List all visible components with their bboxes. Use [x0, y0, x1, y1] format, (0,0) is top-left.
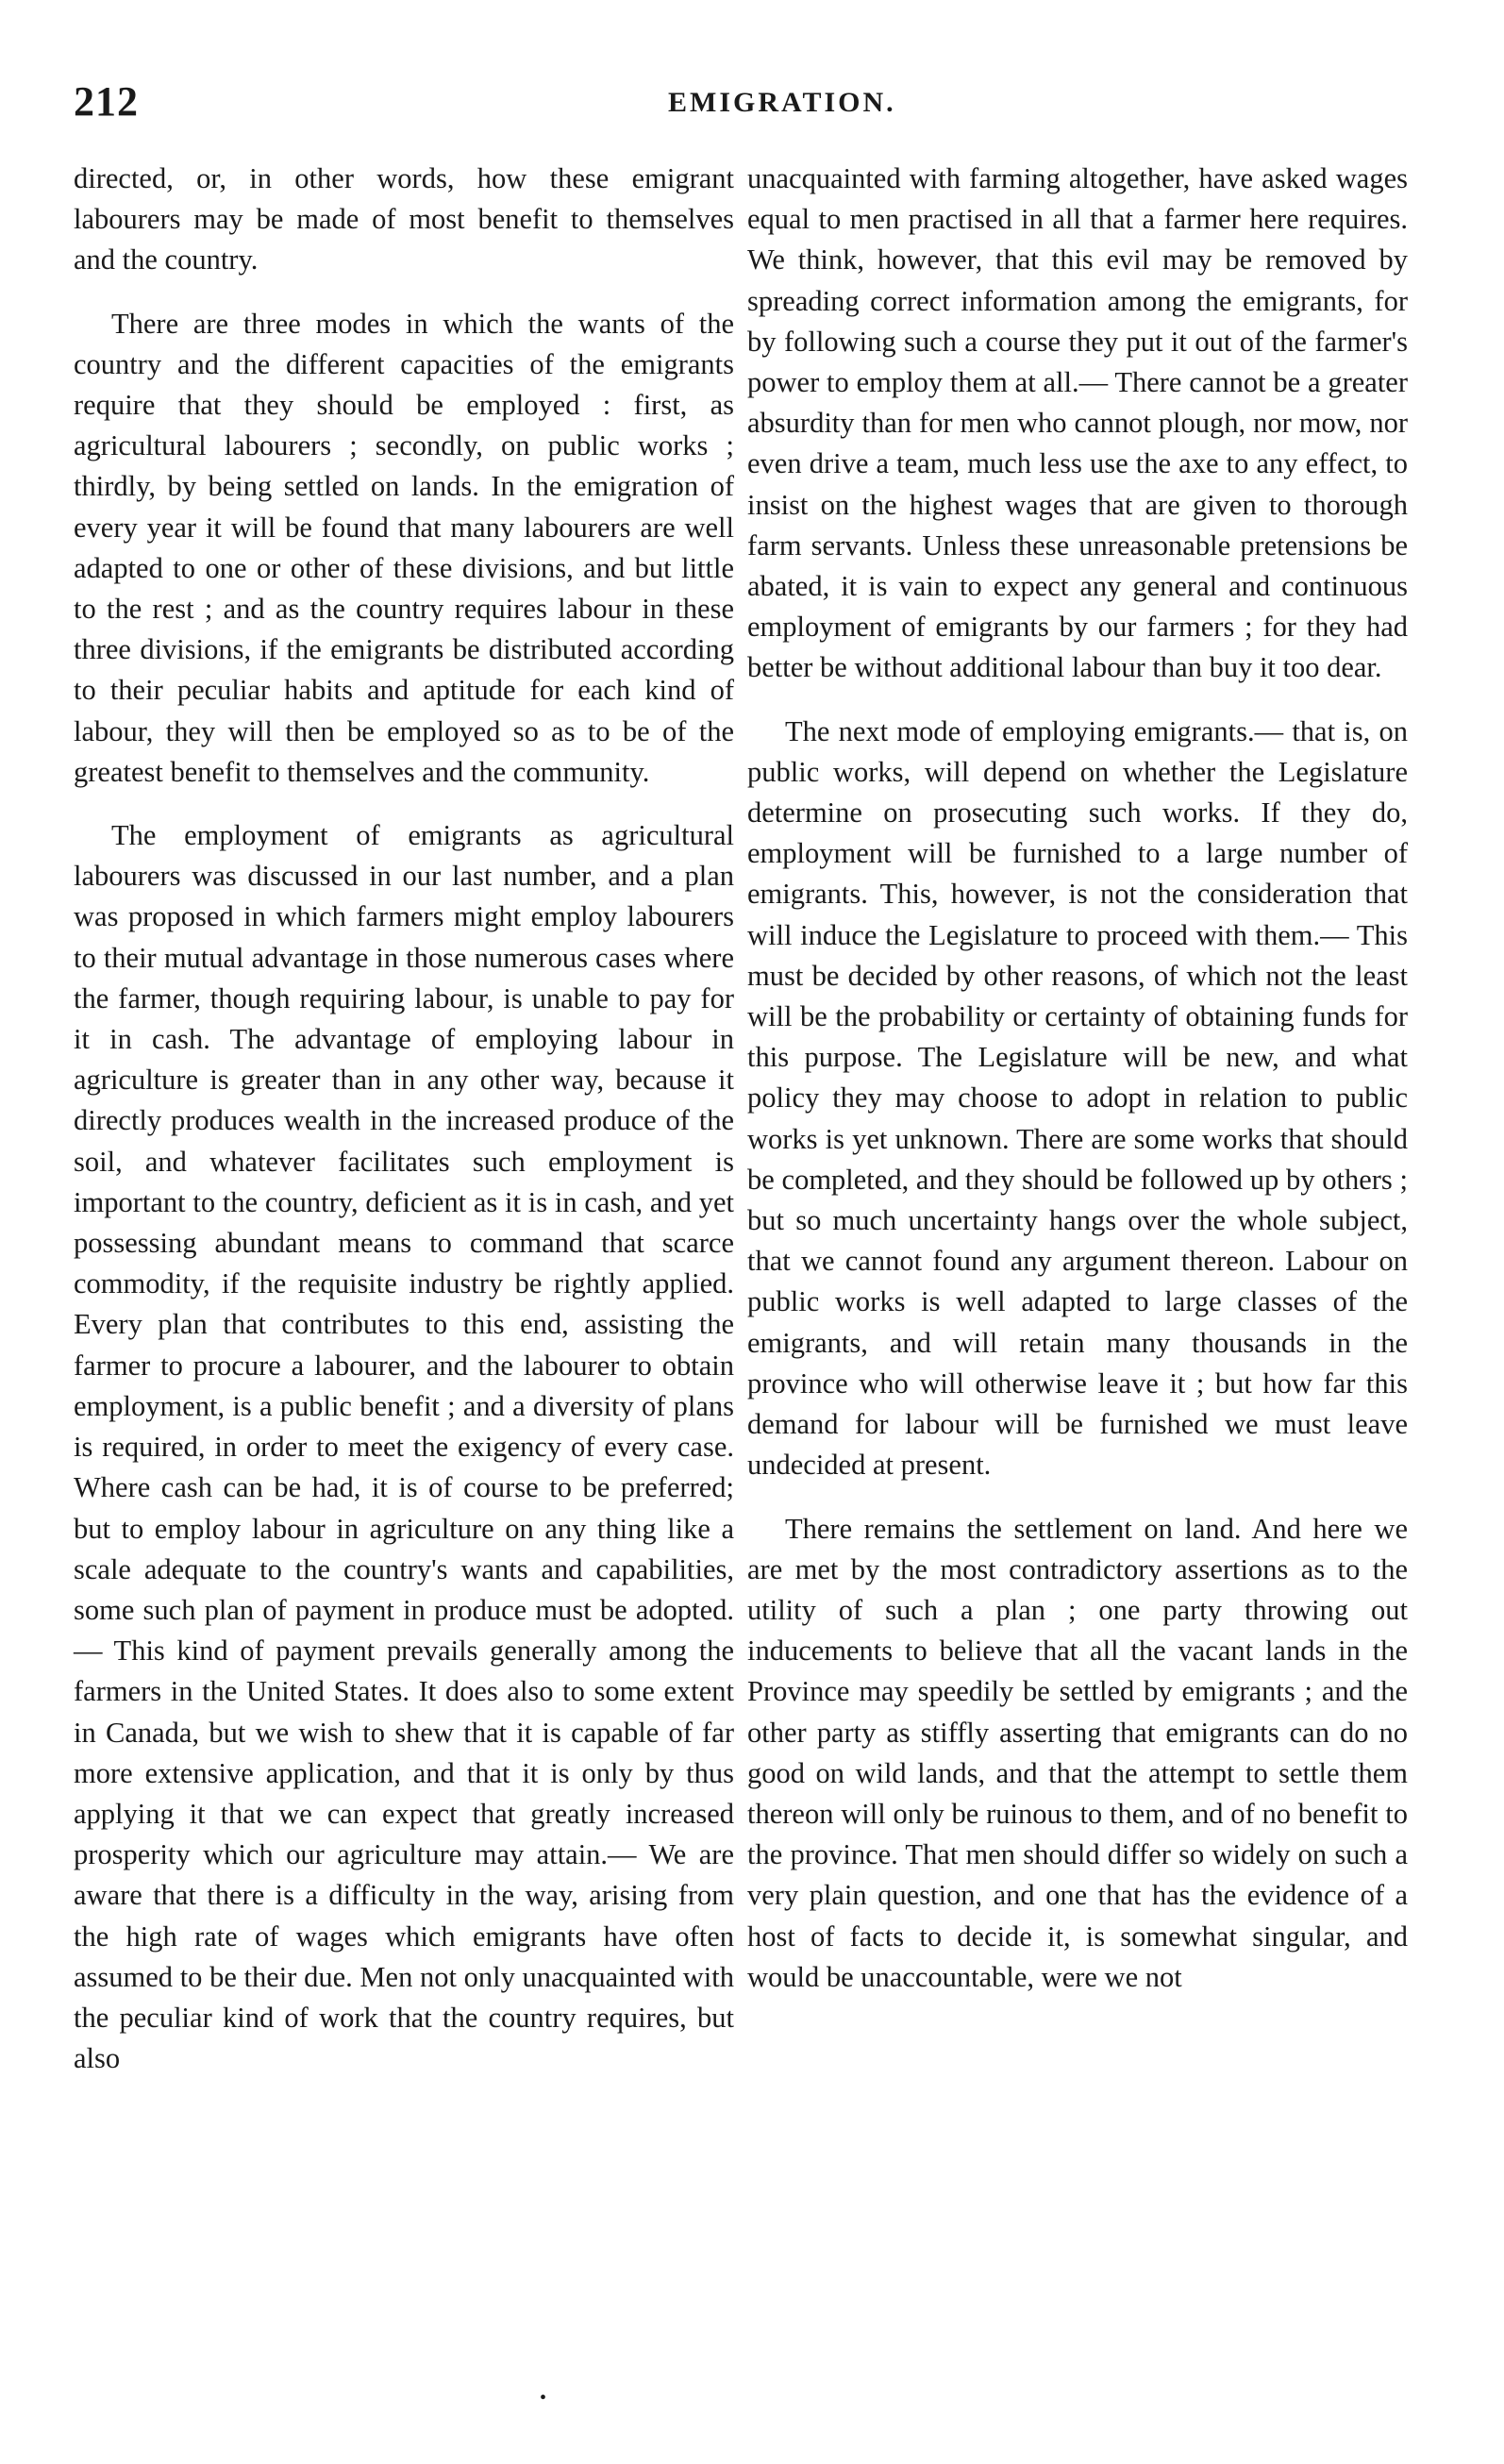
paragraph: There remains the settlement on land. And here we are met by the most contradictory assertions as to the utility of such a plan ; one party throwing out inducements to believe that all the vacant lands in the Province may speedily be settled by emigrants ; and the other party as stiffly asserting that emigrants can do no good on wild lands, and that the attempt to settle them thereon will only be ruinous to them, and of no benefit to the province. That men should differ so widely on such a very plain question, and one that has the evidence of a host of facts to decide it, is somewhat singular, and would be unaccountable, were we not [747, 1512, 1408, 1993]
paragraph: unacquainted with farming altogether, have asked wages equal to men practised in all that a farmer here requires. We think, however, that this evil may be removed by spreading correct information among the emigrants, for by following such a course they put it out of the farmer's power to employ them at all.— There cannot be a greater absurdity than for men who cannot plough, nor mow, nor even drive a team, much less use the axe to any effect, to insist on the highest wages that are given to thorough farm servants. Unless these unreasonable pretensions be abated, it is vain to expect any general and continuous employment of emigrants by our farmers ; for they had better be without additional labour than buy it too dear. [747, 162, 1408, 684]
footer-mark: • [540, 2388, 547, 2408]
running-title: EMIGRATION. [668, 87, 896, 118]
paragraph: The employment of emigrants as agricultural labourers was discussed in our last number, and a plan was proposed in which farmers might employ labourers to their mutual advantage in those numerous cases where the farmer, though requiring labour, is unable to pay for it in cash. The advantage of employing labour in agriculture is greater than in any other way, because it directly produces wealth in the increased produce of the soil, and whatever facilitates such employment is important to the country, deficient as it is in cash, and yet possessing abundant means to command that scarce commodity, if the requisite industry be rightly applied. Every plan that contributes to this end, assisting the farmer to procure a labourer, and the labourer to obtain employment, is a public benefit ; and a diversity of plans is required, in order to meet the exigency of every case. Where cash can be had, it is of course to be preferred; but to employ labour in agriculture on any thing like a scale adequate to the country's wants and capabilities, some such plan of payment in produce must be adopted.— This kind of payment prevails generally among the farmers in the United States. It does also to some extent in Canada, but we wish to shew that it is capable of far more extensive application, and that it is only by thus applying it that we can expect that greatly increased prosperity which our agriculture may attain.— We are aware that there is a difficulty in the way, arising from the high rate of wages which emigrants have often assumed to be their due. Men not only unacquainted with the peculiar kind of work that the country requires, but also [74, 819, 734, 2075]
page-number: 212 [74, 78, 139, 125]
paragraph: There are three modes in which the wants of the country and the different capacities of the emigrants require that they should be employed : first, as agricultural labourers ; secondly, on public works ; thirdly, by being settled on lands. In the emigration of every year it will be found that many labourers are well adapted to one or other of these divisions, and but little to the rest ; and as the country requires labour in these three divisions, if the emigrants be distributed according to their peculiar habits and aptitude for each kind of labour, they will then be employed so as to be of the greatest benefit to themselves and the community. [74, 307, 734, 788]
paragraph: The next mode of employing emigrants.— that is, on public works, will depend on whether the Legislature determine on prosecuting such works. If they do, employment will be furnished to a large number of emigrants. This, however, is not the consideration that will induce the Legislature to proceed with them.— This must be decided by other reasons, of which not the least will be the probability or certainty of obtaining funds for this purpose. The Legislature will be new, and what policy they may choose to adopt in relation to public works is yet unknown. There are some works that should be completed, and they should be followed up by others ; but so much uncertainty hangs over the whole subject, that we cannot found any argument thereon. Labour on public works is well adapted to large classes of the emigrants, and will retain many thousands in the province who will otherwise leave it ; but how far this demand for labour will be furnished we must leave undecided at present. [747, 714, 1408, 1482]
right-column [747, 159, 1408, 2020]
page-header [74, 77, 1395, 134]
paragraph: directed, or, in other words, how these emigrant labourers may be made of most benefit to themselves and the country. [74, 162, 734, 277]
left-column [74, 159, 734, 2102]
